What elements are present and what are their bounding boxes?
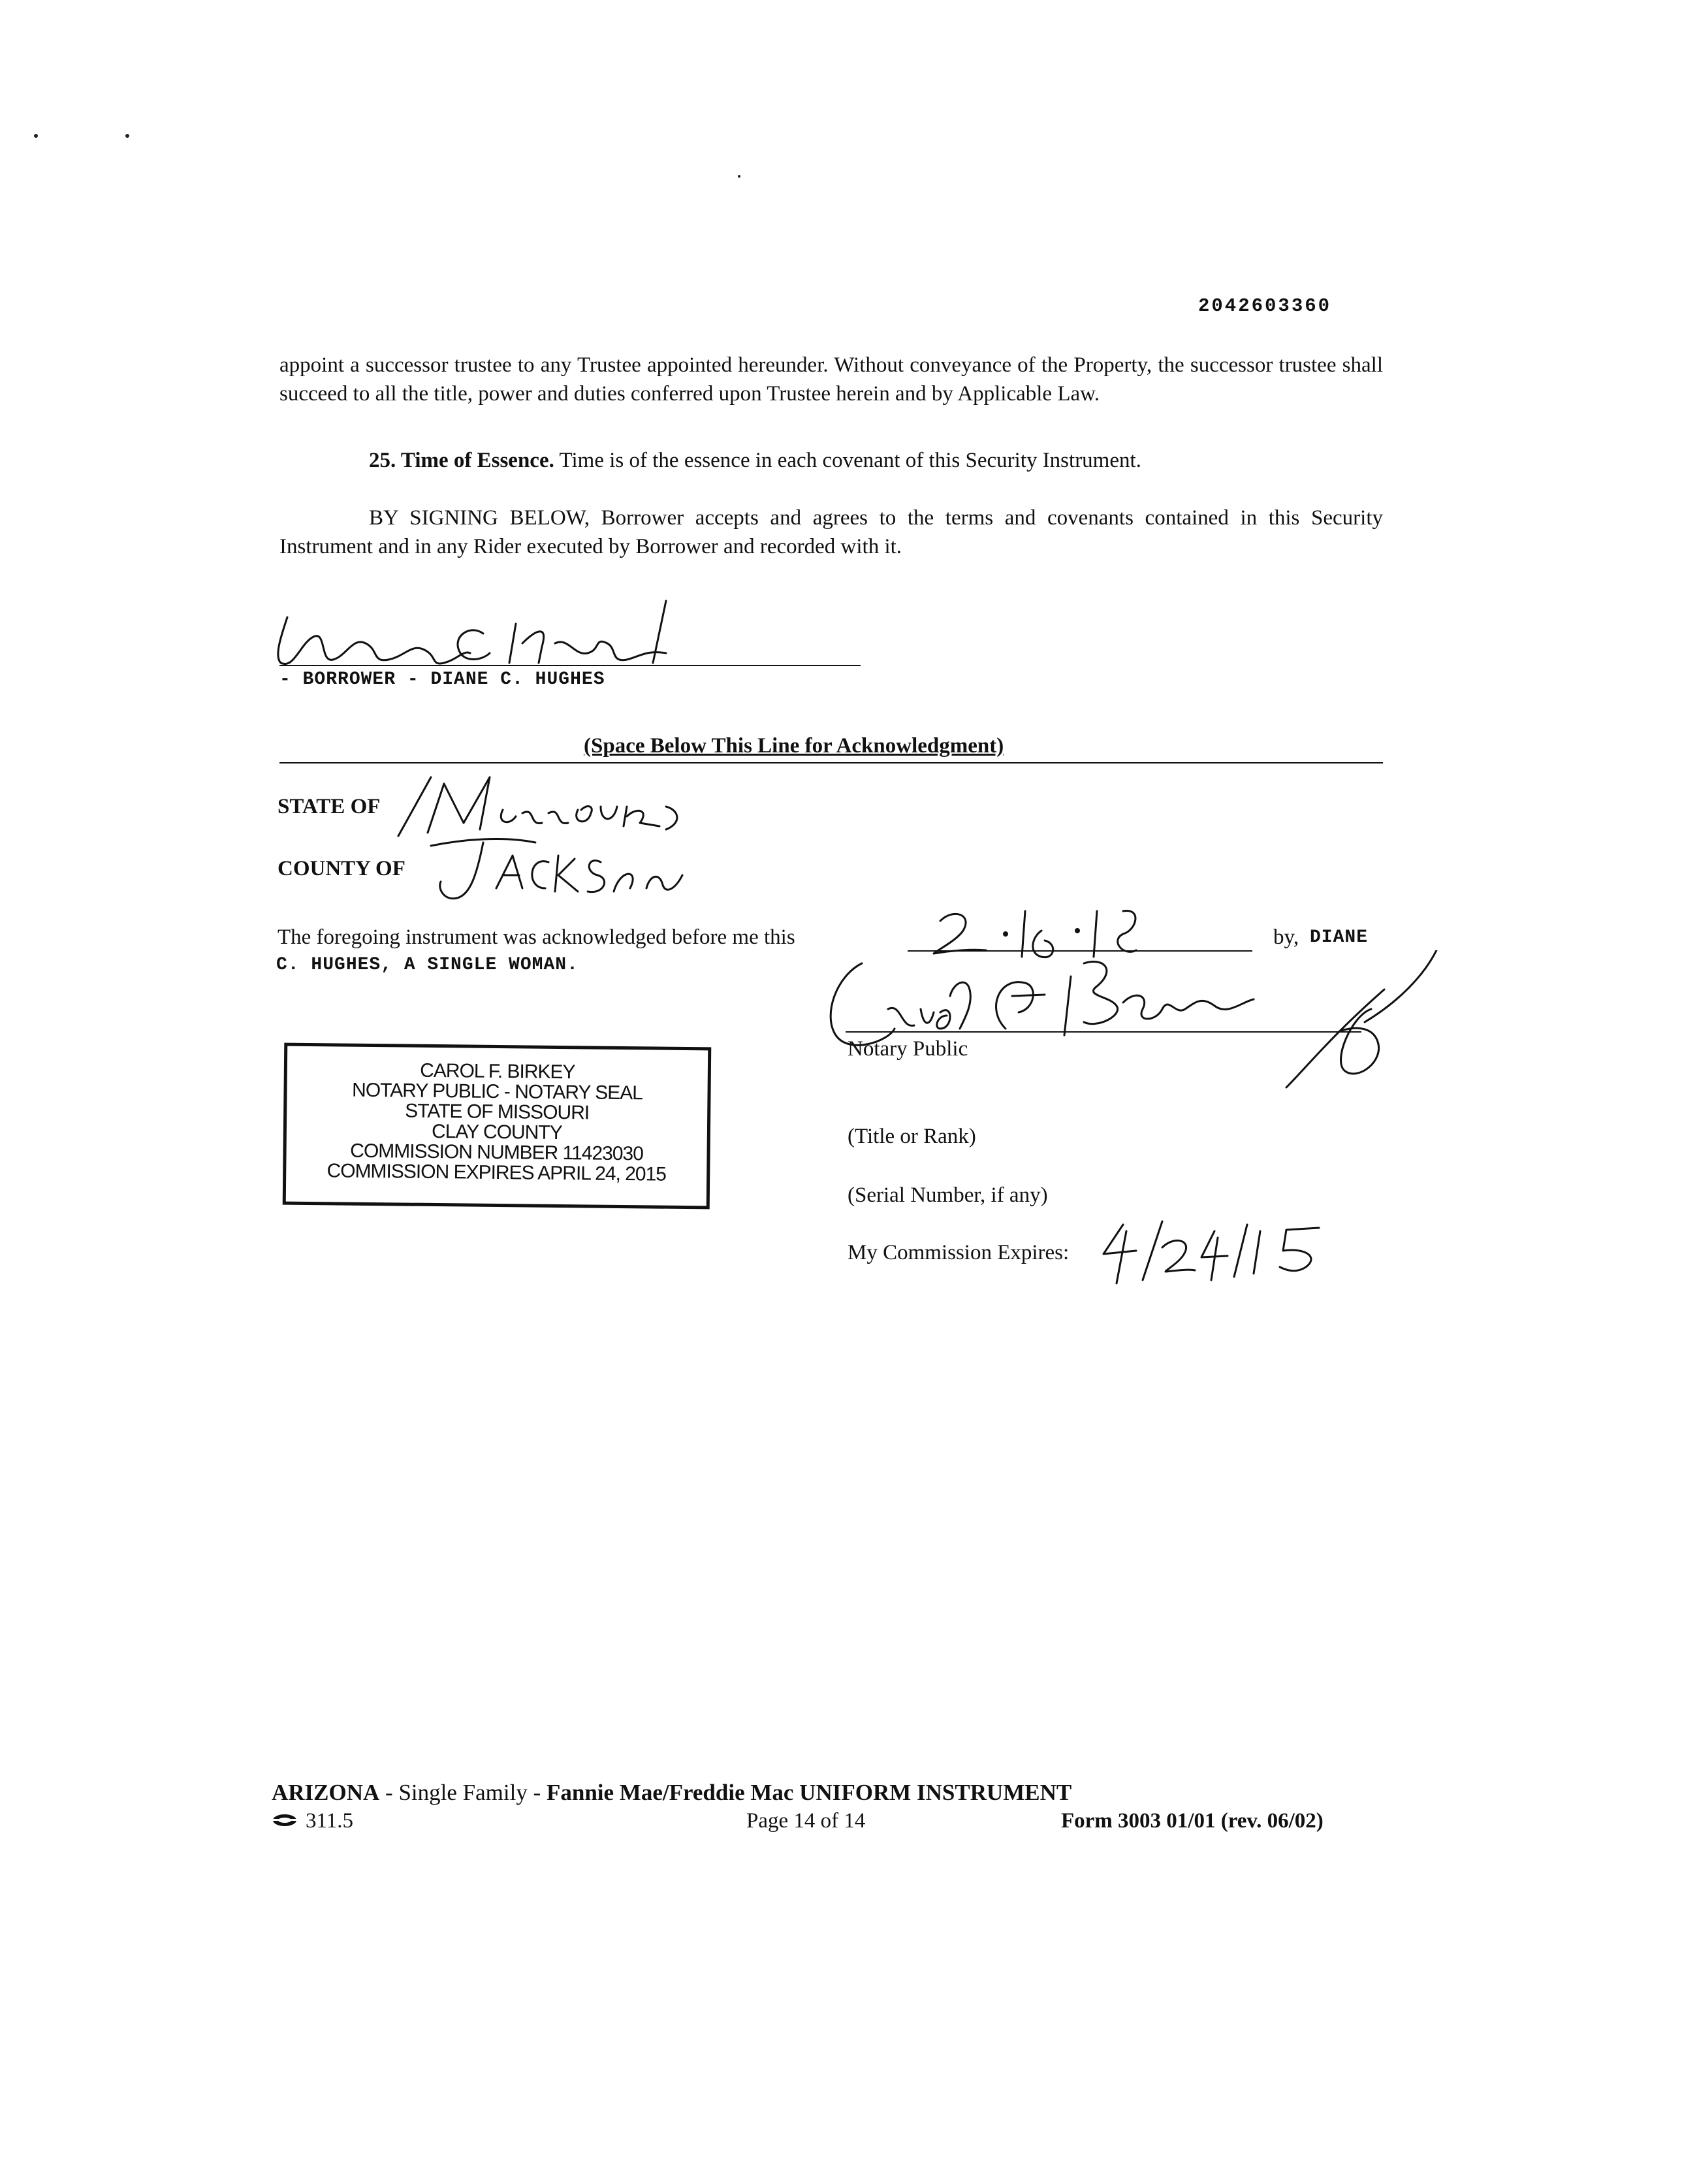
state-label: STATE OF (278, 795, 381, 818)
footer-desc2: Fannie Mae/Freddie Mac UNIFORM INSTRUMENT (546, 1780, 1072, 1805)
notary-label: Notary Public (848, 1037, 968, 1061)
borrower-signature (274, 598, 731, 673)
notary-seal-stamp (283, 1043, 712, 1210)
footer-code: 311.5 (306, 1809, 354, 1833)
acknowledgment-heading: (Space Below This Line for Acknowledgment) (581, 734, 1006, 758)
by-label: by, (1273, 925, 1299, 949)
stamp-line-commission-expires: COMMISSION EXPIRES APRIL 24, 2015 (326, 1160, 667, 1185)
footer-form-number: Form 3003 01/01 (rev. 06/02) (1061, 1809, 1324, 1833)
notary-signature-line (846, 1031, 1361, 1033)
footer-desc1: - Single Family - (385, 1780, 541, 1805)
section-25-heading: 25. Time of Essence. (369, 449, 554, 472)
foregoing-text: The foregoing instrument was acknowledged before me this (278, 925, 795, 949)
commission-expires-label: My Commission Expires: (848, 1241, 1070, 1264)
form-vendor-logo-icon (272, 1812, 298, 1828)
county-label: COUNTY OF (278, 857, 405, 880)
acknowledgment-divider (279, 762, 1383, 763)
acknowledged-name-part2: C. HUGHES, A SINGLE WOMAN. (276, 955, 579, 975)
borrower-label (279, 669, 605, 690)
stamp-line-title: NOTARY PUBLIC - NOTARY SEAL (351, 1079, 643, 1104)
footer-form-title (272, 1780, 1071, 1806)
stamp-line-commission-number: COMMISSION NUMBER 11423030 (350, 1140, 644, 1165)
section-25 (369, 446, 1141, 475)
footer-state: ARIZONA (272, 1780, 380, 1805)
signing-statement: BY SIGNING BELOW, Borrower accepts and agrees to the terms and covenants contained in this Security Instrument and in any Rider executed by Borrower and recorded with it. (279, 506, 1383, 558)
stamp-line-county: CLAY COUNTY (431, 1120, 562, 1144)
borrower-prefix: - BORROWER - (279, 669, 419, 690)
county-handwriting (424, 836, 686, 908)
borrower-signature-line (279, 665, 861, 666)
stamp-line-state: STATE OF MISSOURI (405, 1100, 590, 1124)
state-handwriting (392, 771, 686, 843)
borrower-name: DIANE C. HUGHES (430, 669, 605, 690)
document-number: 2042603360 (1198, 295, 1332, 317)
scan-speck (34, 134, 38, 138)
scan-speck (738, 175, 740, 178)
stamp-line-name: CAROL F. BIRKEY (420, 1059, 575, 1084)
section-25-text: Time is of the essence in each covenant of this Security Instrument. (559, 449, 1141, 472)
notary-signature (810, 950, 1456, 1094)
commission-date-handwriting (1097, 1218, 1345, 1290)
serial-number-label: (Serial Number, if any) (848, 1183, 1048, 1207)
scan-speck (125, 134, 129, 138)
title-or-rank-label: (Title or Rank) (848, 1125, 976, 1148)
trustee-paragraph: appoint a successor trustee to any Trustee appointed hereunder. Without conveyance of the Property, the successor trustee shall succeed to all the title, power and duties conferred upon Trustee herein and by Applicable Law. (279, 353, 1383, 406)
acknowledged-name-part1: DIANE (1310, 927, 1369, 948)
footer-page-number: Page 14 of 14 (746, 1809, 866, 1833)
